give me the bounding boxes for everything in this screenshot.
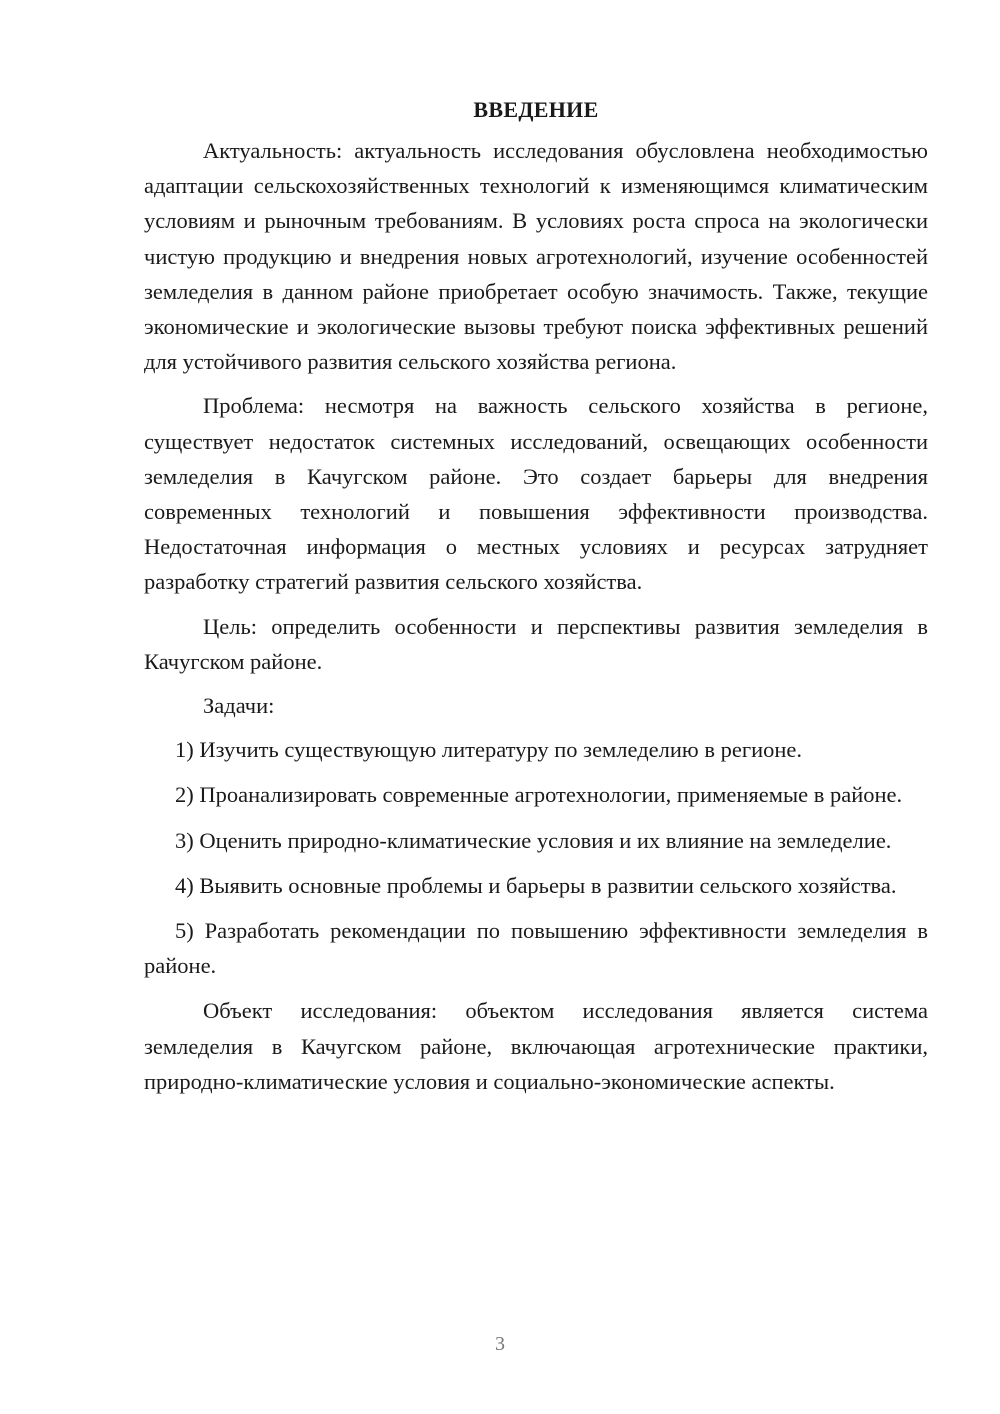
document-page — [144, 95, 928, 1108]
goal-paragraph: Цель: определить особенности и перспективы развития земледелия в Качугском районе. — [144, 613, 928, 674]
task-item-3: 3) Оценить природно-климатические условия и их влияние на земледелие. — [175, 827, 892, 853]
task-item-4: 4) Выявить основные проблемы и барьеры в развитии сельского хозяйства. — [175, 872, 897, 898]
relevance-paragraph: Актуальность: актуальность исследования обусловлена необходимостью адаптации сельскохозяйственных технологий к изменяющимся климатическим условиям и рыночным требованиям. В условиях роста спроса на экологически чистую продукцию и внедрения новых агротехнологий, изучение особенностей земледелия в данном районе приобретает особую значимость. Также, текущие экономические и экологические вызовы требуют поиска эффективных решений для устойчивого развития сельского хозяйства региона. — [144, 138, 928, 375]
object-paragraph: Объект исследования: объектом исследования является система земледелия в Качугском районе, включающая агротехнические практики, природно-климатические условия и социально-экономические аспекты. — [144, 998, 928, 1094]
tasks-heading: Задачи: — [203, 693, 275, 719]
task-item-1: 1) Изучить существующую литературу по земледелию в регионе. — [175, 737, 803, 763]
section-heading: ВВЕДЕНИЕ — [473, 97, 599, 122]
problem-paragraph: Проблема: несмотря на важность сельского хозяйства в регионе, существует недостаток системных исследований, освещающих особенности земледелия в Качугском районе. Это создает барьеры для внедрения современных технологий и повышения эффективности производства. Недостаточная информация о местных условиях и ресурсах затрудняет разработку стратегий развития сельского хозяйства. — [144, 393, 928, 595]
task-item-2: 2) Проанализировать современные агротехнологии, применяемые в районе. — [175, 782, 903, 808]
task-item-5: 5) Разработать рекомендации по повышению эффективности земледелия в районе. — [144, 918, 928, 979]
page-number: 3 — [495, 1333, 505, 1355]
